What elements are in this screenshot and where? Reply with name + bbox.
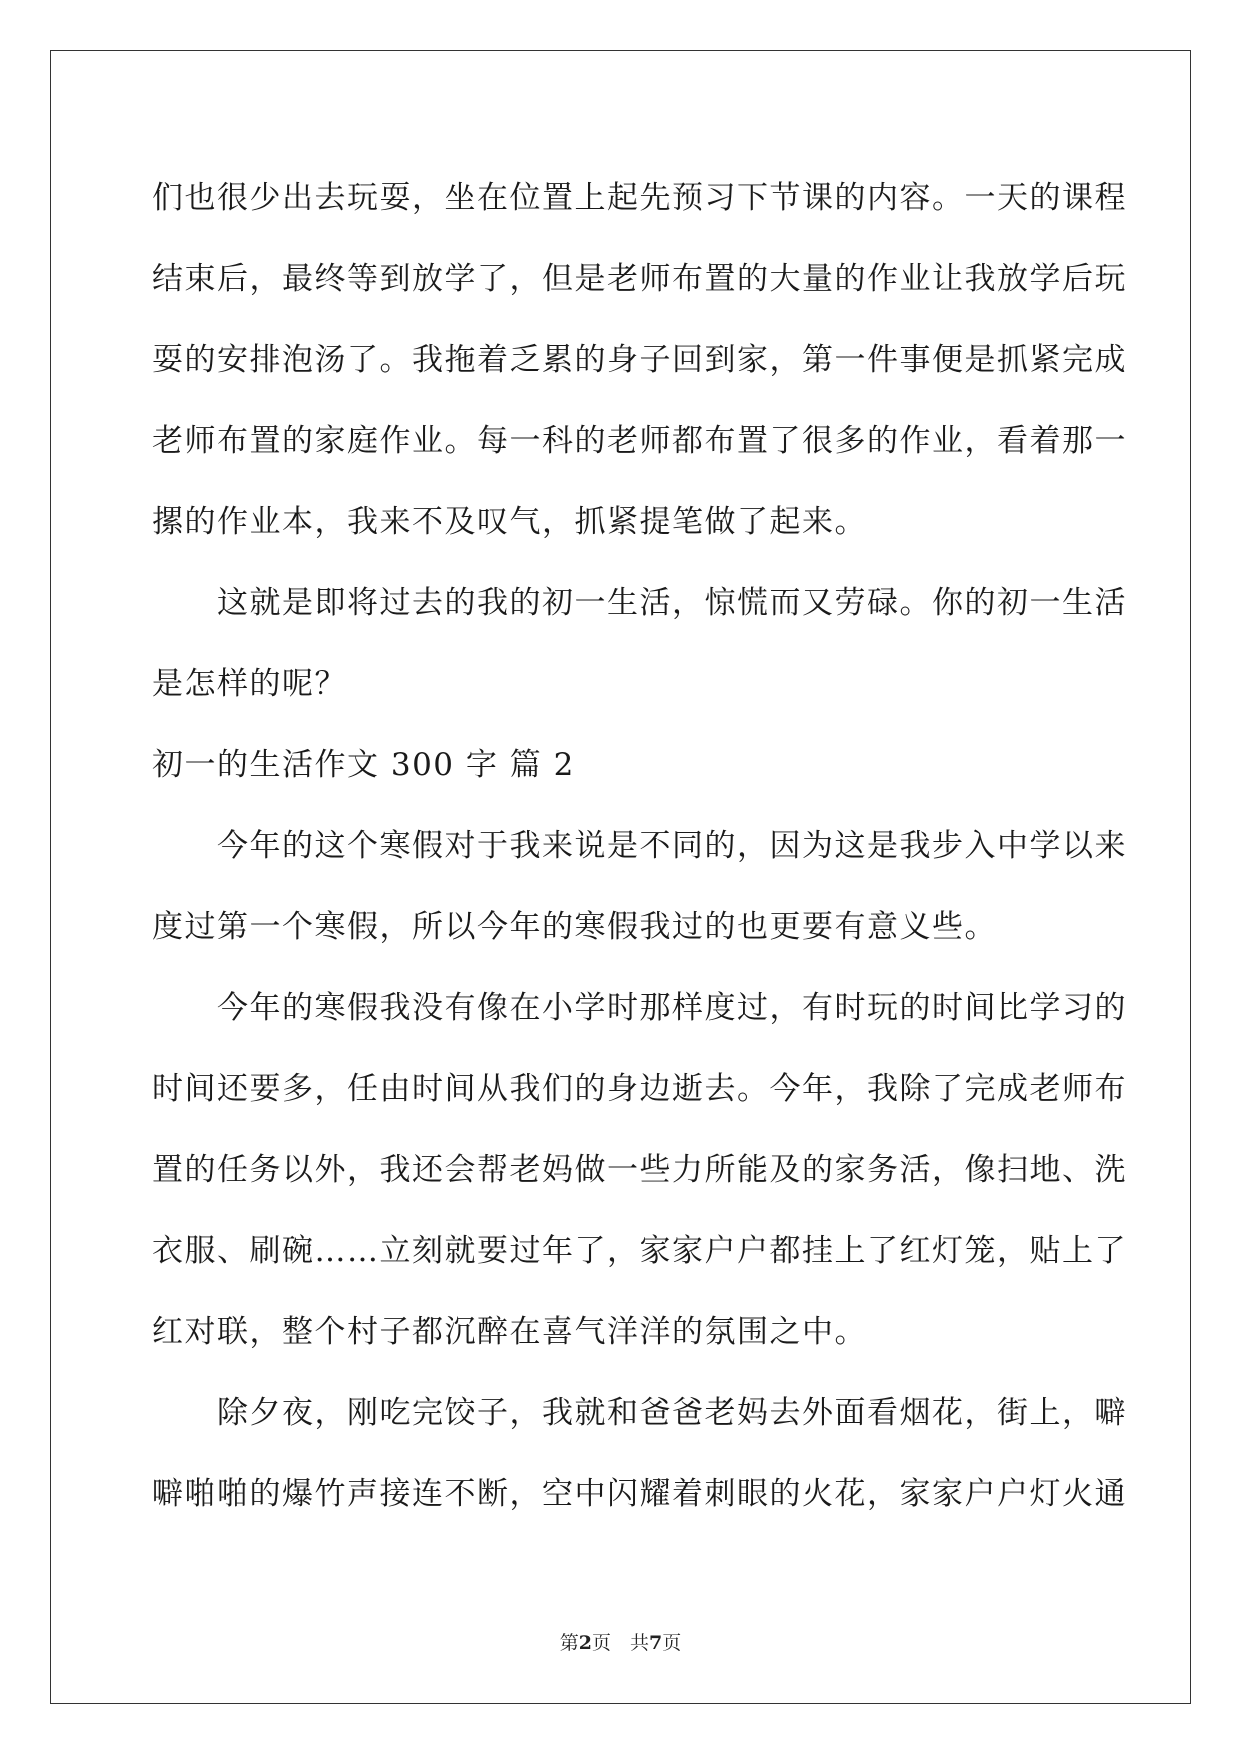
text-line: 除夕夜，刚吃完饺子，我就和爸爸老妈去外面看烟花，街上，噼	[152, 1395, 1127, 1431]
text-line: 置的任务以外，我还会帮老妈做一些力所能及的家务活，像扫地、洗	[152, 1152, 1127, 1188]
text-line: 今年的寒假我没有像在小学时那样度过，有时玩的时间比学习的	[152, 990, 1127, 1026]
section-heading: 初一的生活作文 300 字 篇 2	[152, 747, 575, 783]
page-total: 7	[649, 1632, 663, 1654]
text-line: 结束后，最终等到放学了，但是老师布置的大量的作业让我放学后玩	[152, 261, 1127, 297]
page-footer	[0, 1628, 1241, 1655]
text-line: 这就是即将过去的我的初一生活，惊慌而又劳碌。你的初一生活	[152, 585, 1127, 621]
text-line: 是怎样的呢？	[152, 666, 347, 702]
text-line: 今年的这个寒假对于我来说是不同的，因为这是我步入中学以来	[152, 828, 1127, 864]
text-line: 耍的安排泡汤了。我拖着乏累的身子回到家，第一件事便是抓紧完成	[152, 342, 1127, 378]
document-body	[152, 158, 1127, 1535]
text-line: 红对联，整个村子都沉醉在喜气洋洋的氛围之中。	[152, 1314, 867, 1350]
text-line: 噼啪啪的爆竹声接连不断，空中闪耀着刺眼的火花，家家户户灯火通	[152, 1476, 1127, 1512]
text-line: 度过第一个寒假，所以今年的寒假我过的也更要有意义些。	[152, 909, 997, 945]
text-line: 摞的作业本，我来不及叹气，抓紧提笔做了起来。	[152, 504, 867, 540]
page-prefix: 第	[559, 1632, 579, 1654]
text-line: 们也很少出去玩耍，坐在位置上起先预习下节课的内容。一天的课程	[152, 180, 1127, 216]
text-line: 时间还要多，任由时间从我们的身边逝去。今年，我除了完成老师布	[152, 1071, 1127, 1107]
text-line: 老师布置的家庭作业。每一科的老师都布置了很多的作业，看着那一	[152, 423, 1127, 459]
page-current: 2	[578, 1632, 592, 1654]
page-suffix: 页	[662, 1632, 682, 1654]
text-line: 衣服、刷碗……立刻就要过年了，家家户户都挂上了红灯笼，贴上了	[152, 1233, 1127, 1269]
page-mid: 页 共	[591, 1632, 649, 1654]
